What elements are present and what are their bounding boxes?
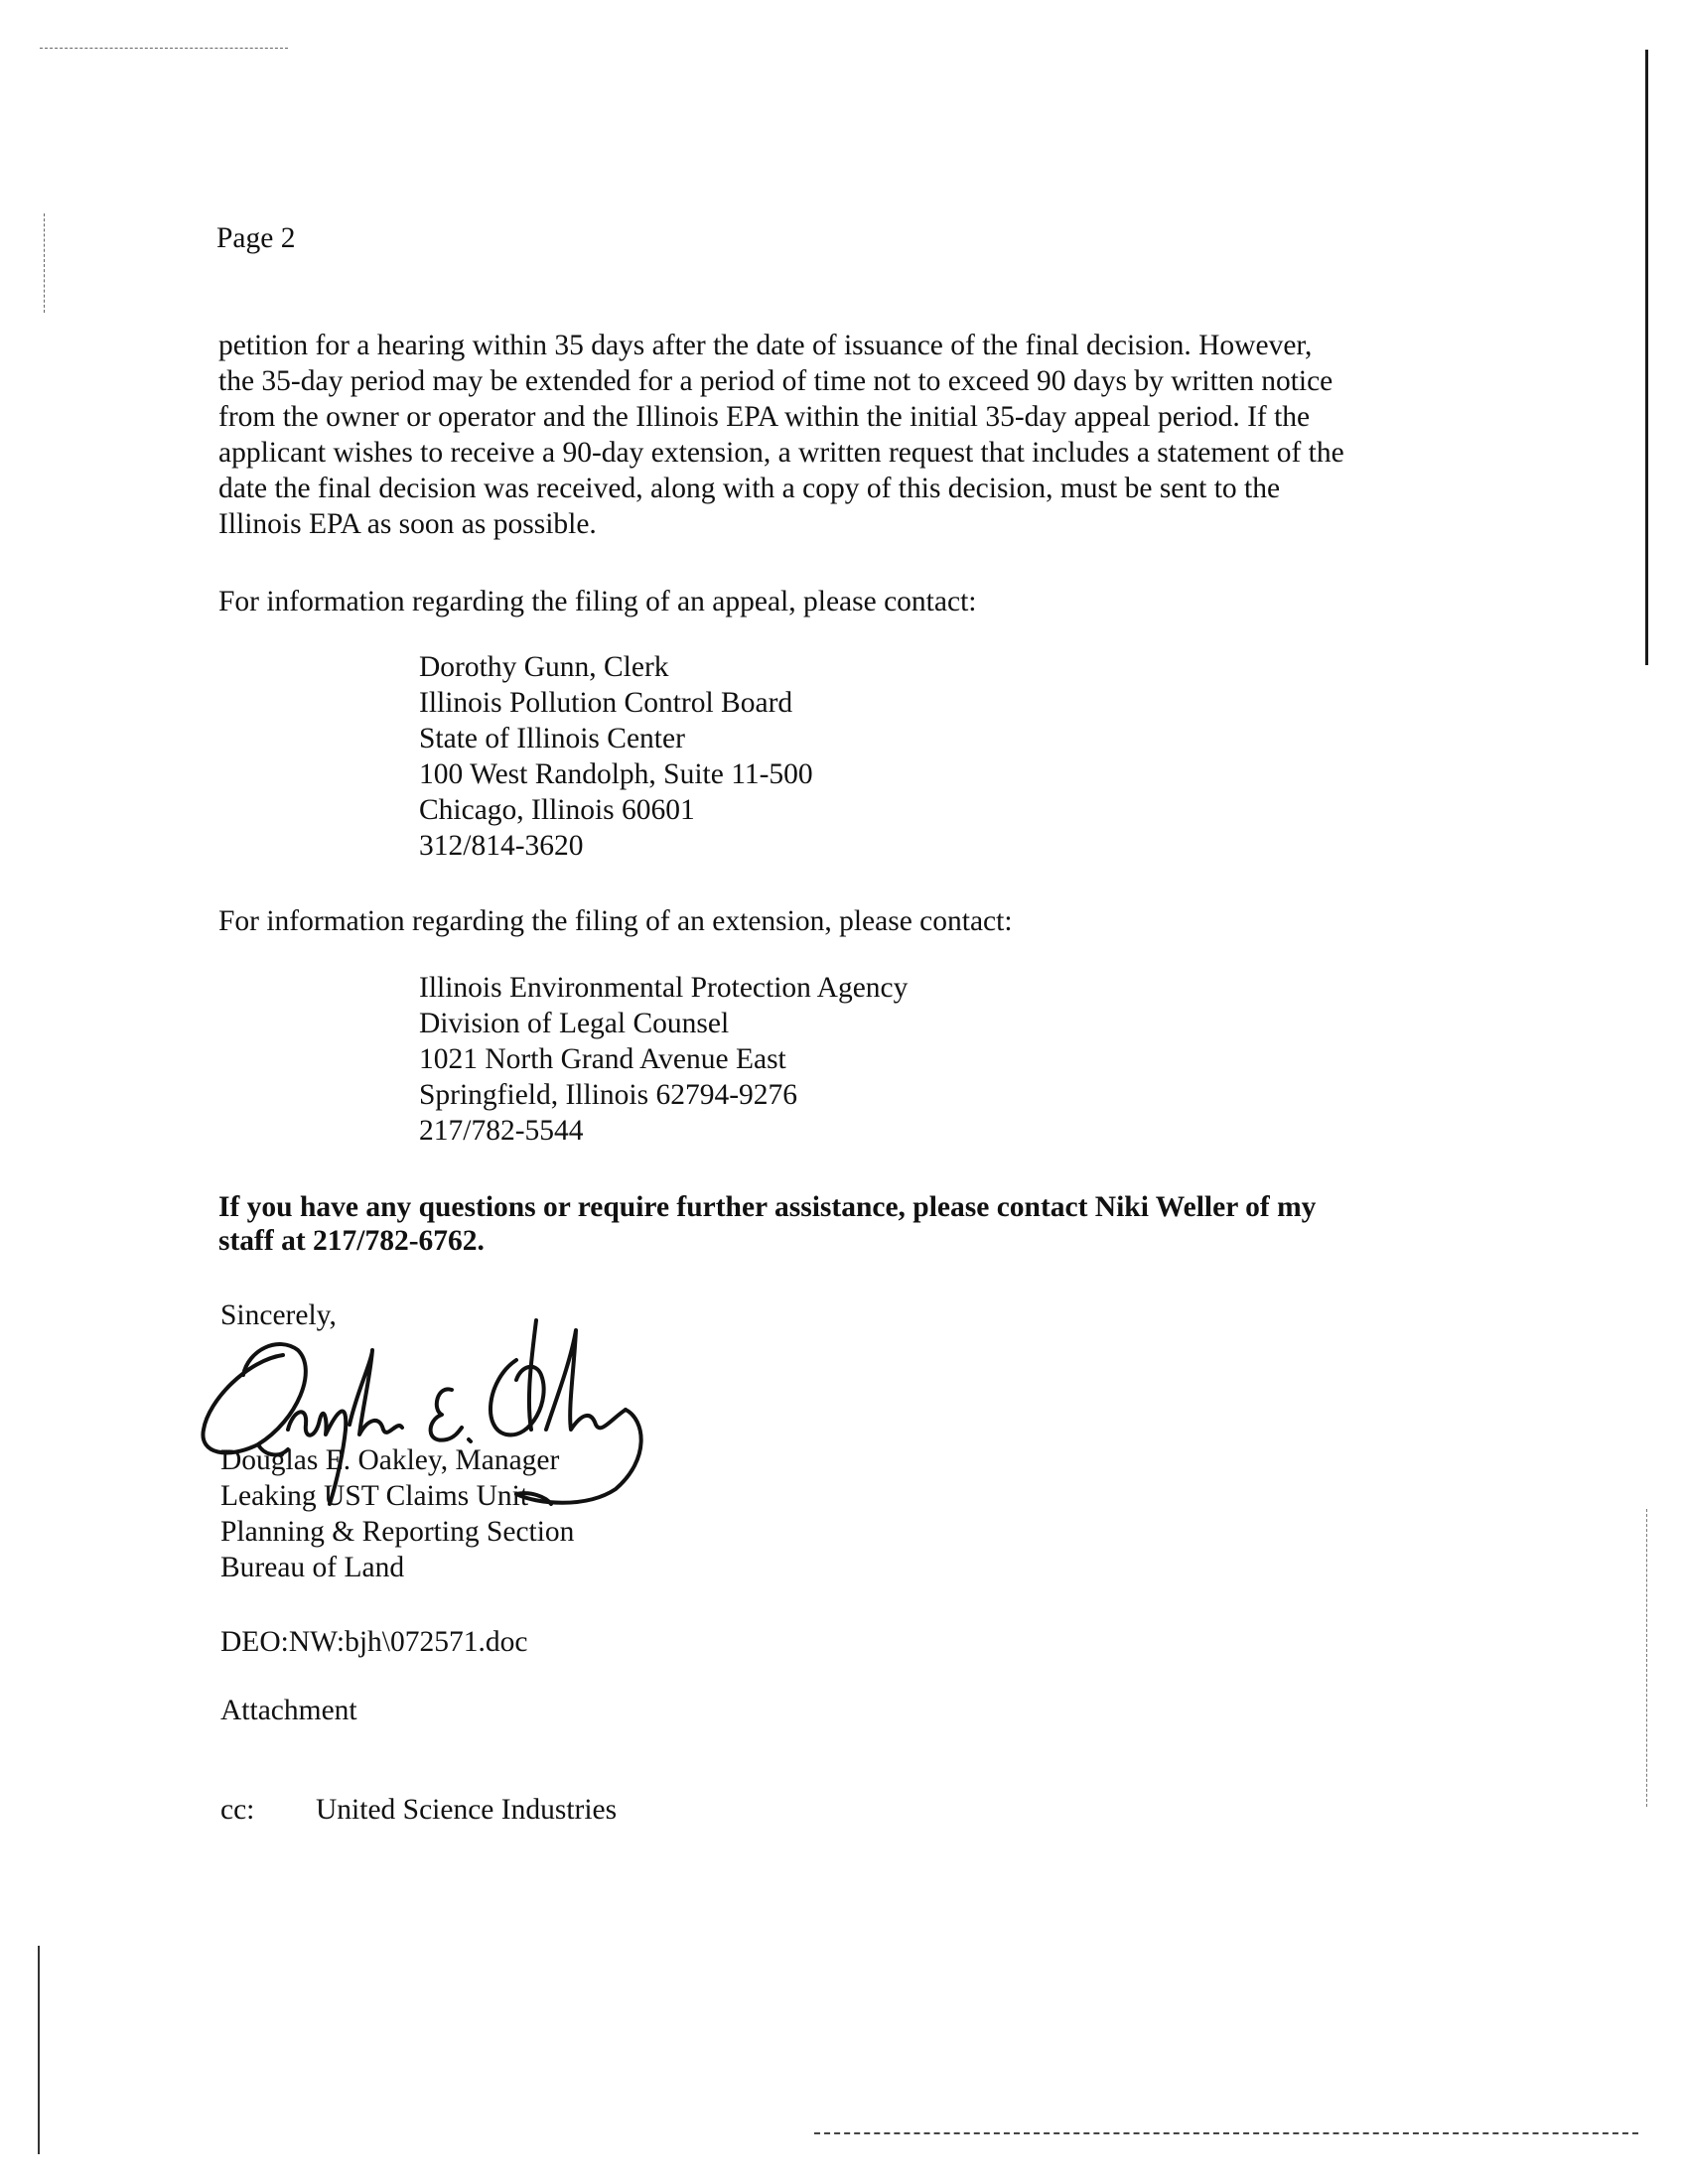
assistance-note bbox=[218, 1190, 1316, 1258]
appeal-contact-address bbox=[419, 649, 813, 864]
address-line: 217/782-5544 bbox=[419, 1115, 584, 1147]
scan-artifact-top bbox=[40, 48, 288, 50]
salutation: Sincerely, bbox=[220, 1299, 337, 1331]
cc-label: cc: bbox=[220, 1793, 255, 1826]
address-line: Illinois Pollution Control Board bbox=[419, 687, 793, 719]
address-line: Dorothy Gunn, Clerk bbox=[419, 651, 669, 683]
scan-artifact-left-dashed bbox=[44, 213, 46, 313]
address-line: 100 West Randolph, Suite 11-500 bbox=[419, 758, 813, 790]
document-reference: DEO:NW:bjh\072571.doc bbox=[220, 1626, 528, 1658]
address-line: 1021 North Grand Avenue East bbox=[419, 1043, 786, 1075]
paragraph-line: applicant wishes to receive a 90-day extension, a written request that includes a statement of the bbox=[218, 437, 1344, 469]
attachment-label: Attachment bbox=[220, 1695, 357, 1726]
signer-block bbox=[220, 1442, 574, 1585]
address-line: Illinois Environmental Protection Agency bbox=[419, 972, 909, 1004]
page-number: Page 2 bbox=[216, 222, 296, 254]
address-line: 312/814-3620 bbox=[419, 830, 584, 862]
appeal-intro: For information regarding the filing of an appeal, please contact: bbox=[218, 586, 977, 617]
scan-artifact-right-dashed bbox=[1646, 1509, 1648, 1807]
address-line: State of Illinois Center bbox=[419, 723, 685, 754]
signer-line: Bureau of Land bbox=[220, 1552, 405, 1583]
address-line: Springfield, Illinois 62794-9276 bbox=[419, 1079, 798, 1111]
assistance-line: staff at 217/782-6762. bbox=[218, 1225, 485, 1257]
extension-intro: For information regarding the filing of an extension, please contact: bbox=[218, 905, 1013, 937]
signer-line: Douglas E. Oakley, Manager bbox=[220, 1444, 560, 1476]
cc-recipient: United Science Industries bbox=[316, 1793, 618, 1826]
scan-artifact-bottom bbox=[814, 2132, 1638, 2135]
paragraph-line: petition for a hearing within 35 days after the date of issuance of the final decision. However, bbox=[218, 330, 1313, 361]
assistance-line: If you have any questions or require further assistance, please contact Niki Weller of my bbox=[218, 1191, 1317, 1223]
scan-artifact-left-edge bbox=[38, 1946, 40, 2154]
paragraph-line: from the owner or operator and the Illinois EPA within the initial 35-day appeal period. If the bbox=[218, 401, 1311, 433]
signer-line: Planning & Reporting Section bbox=[220, 1516, 575, 1548]
paragraph-line: date the final decision was received, along with a copy of this decision, must be sent to the bbox=[218, 473, 1281, 504]
paragraph-line: the 35-day period may be extended for a period of time not to exceed 90 days by written notice bbox=[218, 365, 1333, 397]
address-line: Division of Legal Counsel bbox=[419, 1008, 730, 1039]
scan-artifact-right-edge bbox=[1645, 50, 1648, 665]
body-paragraph bbox=[218, 328, 1470, 542]
address-line: Chicago, Illinois 60601 bbox=[419, 794, 695, 826]
signer-line: Leaking UST Claims Unit bbox=[220, 1480, 529, 1512]
paragraph-line: Illinois EPA as soon as possible. bbox=[218, 508, 597, 540]
extension-contact-address bbox=[419, 970, 908, 1149]
